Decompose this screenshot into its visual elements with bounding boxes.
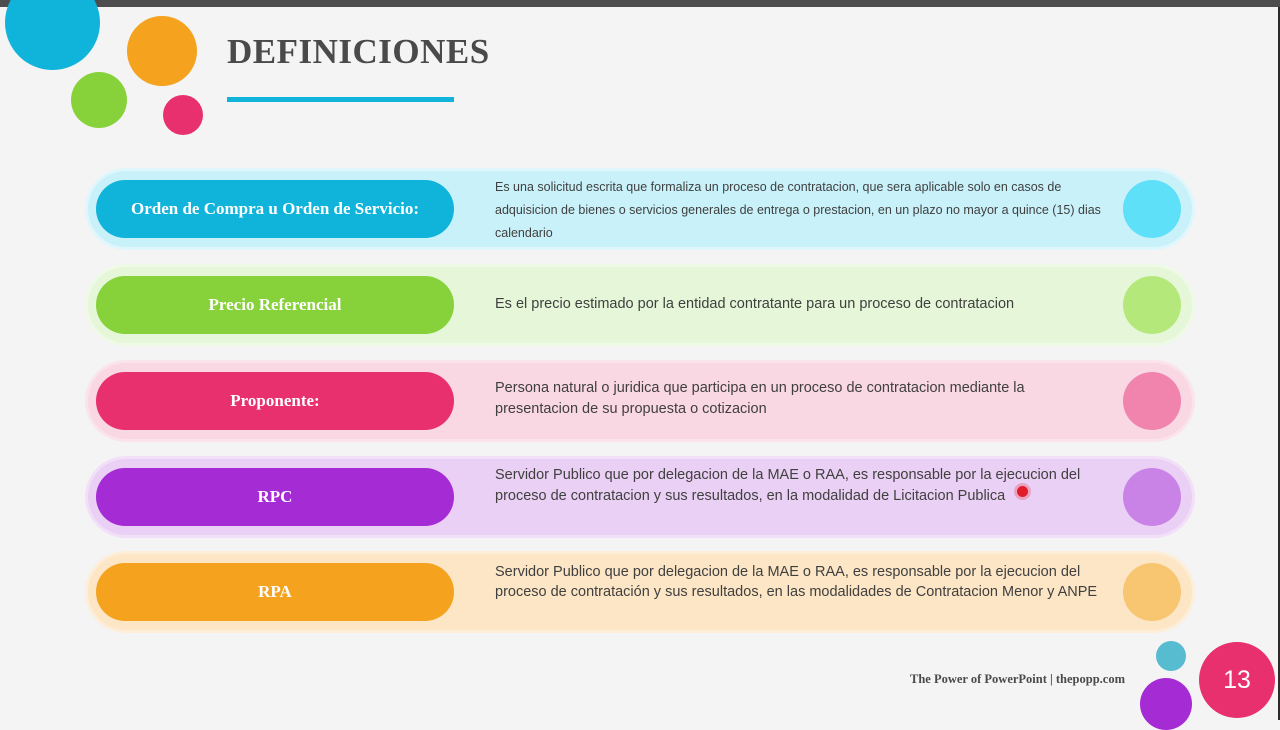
row-circle-cyan [1123, 180, 1181, 238]
page-number: 13 [1223, 665, 1251, 694]
laser-pointer-cursor [1017, 486, 1028, 497]
decor-circle-blue [5, 0, 100, 70]
definition-row-orden-compra [88, 171, 1192, 247]
term-pill-rpc: RPC [96, 468, 454, 526]
slide-footer: The Power of PowerPoint | thepopp.com [910, 672, 1125, 686]
definition-row-proponente [88, 363, 1192, 439]
definition-text-precio: Es el precio estimado por la entidad contratante para un proceso de contratacion [495, 296, 1015, 312]
definition-row-rpc [88, 459, 1192, 535]
definition-text-orden-compra: Es una solicitud escrita que formaliza un proceso de contratacion, que sera aplicable solo en casos de adquisicion de bienes o servicios generales de entrega o prestacion, en un plazo no mayor a quince (15) dias calendario [495, 180, 1101, 240]
title-underline [227, 97, 454, 102]
slide-title: DEFINICIONES [227, 32, 490, 71]
decor-circle-teal [1156, 641, 1186, 671]
decor-circle-pink [163, 95, 203, 135]
term-pill-precio: Precio Referencial [96, 276, 454, 334]
window-top-bar [0, 0, 1280, 7]
row-circle-purple [1123, 468, 1181, 526]
row-circle-pink [1123, 372, 1181, 430]
definition-text-proponente: Persona natural o juridica que participa en un proceso de contratacion mediante la presentacion de su propuesta o cotizacion [495, 380, 1025, 417]
definition-text-rpa: Servidor Publico que por delegacion de la MAE o RAA, es responsable por la ejecucion del proceso de contratación y sus resultados, en las modalidades de Contratacion Menor y ANPE [495, 564, 1098, 600]
definition-row-rpa [88, 554, 1192, 630]
decor-circle-green [71, 72, 127, 128]
decor-circle-orange [127, 16, 197, 86]
definition-text-rpc: Servidor Publico que por delegacion de la MAE o RAA, es responsable por la ejecucion del proceso de contratacion y sus resultados, en la modalidad de Licitacion Publica [495, 467, 1081, 504]
term-pill-rpa: RPA [96, 563, 454, 621]
decor-circle-purple [1140, 678, 1192, 730]
row-circle-orange [1123, 563, 1181, 621]
term-pill-orden-compra: Orden de Compra u Orden de Servicio: [96, 180, 454, 238]
term-pill-proponente: Proponente: [96, 372, 454, 430]
row-circle-green [1123, 276, 1181, 334]
definition-row-precio [88, 267, 1192, 343]
